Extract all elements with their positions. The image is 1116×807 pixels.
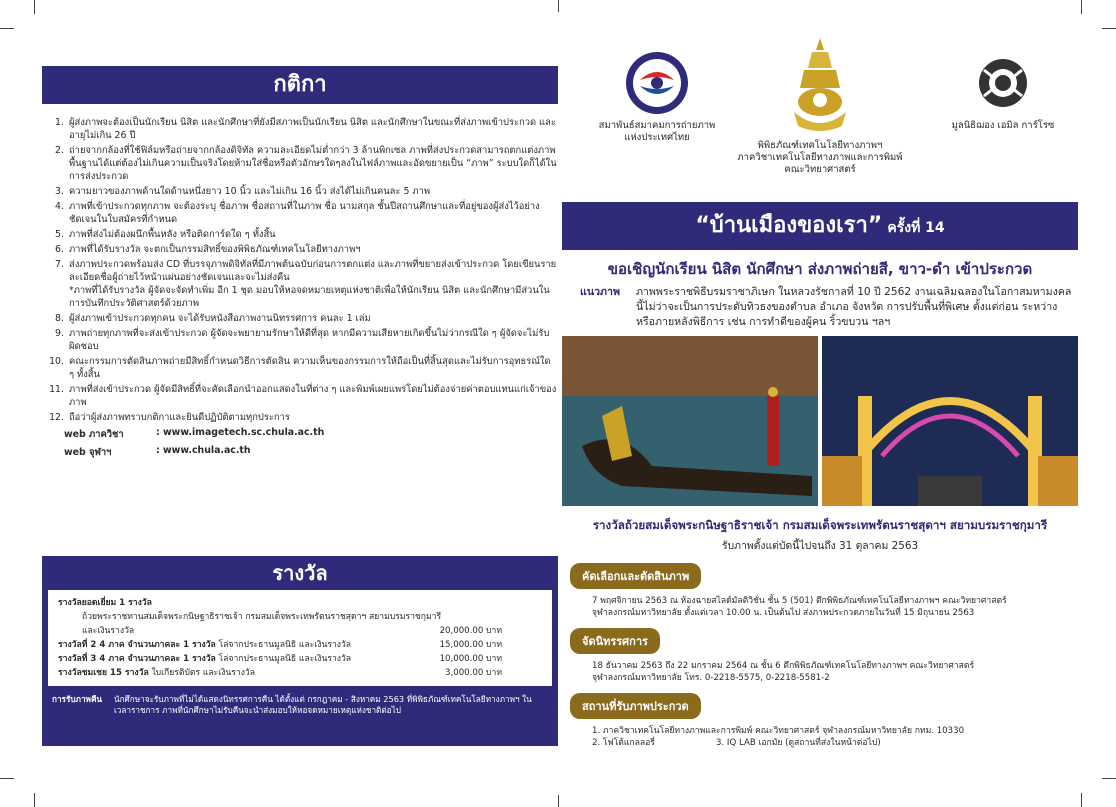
rule-item: 5. ภาพที่ส่งไม่ต้องผนึกพื้นหลัง หรือติดการ์ดใด ๆ ทั้งสิ้น — [55, 229, 276, 240]
foundation-emblem-icon — [970, 50, 1036, 116]
judging-pill: คัดเลือกและตัดสินภาพ — [570, 563, 701, 589]
rule-item: 4. ภาพที่เข้าประกวดทุกภาพ จะต้องระบุ ชื่อภาพ ชื่อสถานที่ในภาพ ชื่อ นามสกุล ชั้นปีสถานศึกษาและที่อยู่ของผู้ส่งไว้อย่างชัดเจนในใบสมัครที่กำหนด — [55, 201, 540, 225]
rule-item: 10. คณะกรรมการตัดสินภาพถ่ายมีสิทธิ์กำหนดวิธีการตัดสิน ความเห็นของกรรมการให้ถือเป็นที่สิ้นสุดและไม่รับการอุทธรณ์ใด ๆ ทั้งสิ้น — [49, 356, 551, 380]
chula-logo: พิพิธภัณฑ์เทคโนโลยีทางภาพฯ ภาควิชาเทคโนโลยีทางภาพและการพิมพ์ คณะวิทยาศาสตร์ — [712, 36, 928, 176]
prize-top-label: รางวัลยอดเยี่ยม 1 รางวัล — [58, 598, 152, 608]
federation-logo: สมาพันธ์สมาคมการถ่ายภาพ แห่งประเทศไทย — [582, 50, 732, 144]
photo-row — [562, 336, 1078, 506]
illuminated-arch-photo — [822, 336, 1078, 506]
rule-item: 8. ผู้ส่งภาพเข้าประกวดทุกคน จะได้รับหนังสือภาพงานนิทรรศการ คนละ 1 เล่ม — [55, 313, 371, 324]
prize-section — [42, 556, 558, 746]
prize-box — [48, 590, 552, 686]
return-note: การรับภาพคืน นักศึกษาจะรับภาพที่ไม่ได้แสดงนิทรรศการคืน ได้ตั้งแต่ กรกฎาคม - สิงหาคม 2563 ที่พิพิธภัณฑ์เทคโนโลยีทางภาพฯ ในเวลาราชการ ภาพที่นักศึกษาไม่รับคืนจะนำส่งมอบให้หอจดหมายเหตุแห่งชาติต่อไป — [52, 694, 532, 715]
prize-row: รางวัลที่ 3 4 ภาค จำนวนภาคละ 1 รางวัล โล่จากประธานมูลนิธิ และเงินรางวัล 10,000.00 บาท — [58, 654, 502, 664]
illuminated-arch-icon — [822, 336, 1078, 506]
contest-title: “บ้านเมืองของเรา” — [695, 213, 883, 238]
rule-item: 7. ส่งภาพประกวดพร้อมส่ง CD ที่บรรจุภาพดิจิทัลที่มีภาพต้นฉบับก่อนการตกแต่ง และภาพที่ขยายส่งเข้าประกวด โดยเขียนรายละเอียดชื่อผู้ถ่ายไว้หน้าแผ่นอย่างชัดเจนและจะไม่ส่งคืน *ภาพที่ได้รับรางวัล ผู้จัดจะจัดทำเพิ่ม อีก 1 ชุด มอบให้หอจดหมายเหตุแห่งชาติเพื่อให้นักเรียน นิสิต และนักศึกษามีส่วนในการบันทึกประวัติศาสตร์ด้วยภาพ — [55, 259, 557, 309]
concept-block: แนวภาพ ภาพพระราชพิธีบรมราชาภิเษก ในหลวงรัชกาลที่ 10 ปี 2562 งานเฉลิมฉลองในโอกาสมหามงคลนี้ไม่ว่าจะเป็นการประดับทิวธงของตำบล อำเภอ จังหวัด การปรับพื้นที่พิเศษ ตั้งแต่ก่อน ระหว่าง หรือภายหลังพิธีการ เช่น การทำดีของผู้คน ริ้วขบวน ฯลฯ — [580, 286, 1072, 328]
schedule-dropoff: สถานที่รับภาพประกวด 1. ภาควิชาเทคโนโลยีทางภาพและการพิมพ์ คณะวิทยาศาสตร์ จุฬาลงกรณ์มหาวิทยาลัย กทม. 10330 2. โฟโต้แกลลอรี่ 3. IQ LAB เอกมัย (ดูสถานที่ส่งในหน้าต่อไป) — [562, 684, 1078, 749]
rule-item: 6. ภาพที่ได้รับรางวัล จะตกเป็นกรรมสิทธิ์ของพิพิธภัณฑ์เทคโนโลยีทางภาพฯ — [55, 244, 361, 255]
rule-note: *ภาพที่ได้รับรางวัล ผู้จัดจะจัดทำเพิ่ม อีก 1 ชุด มอบให้หอจดหมายเหตุแห่งชาติเพื่อให้นักเรียน นิสิต และนักศึกษามีส่วนในการบันทึกประวัติศาสตร์ด้วยภาพ — [69, 285, 550, 309]
chula-emblem-icon — [788, 36, 852, 136]
crop-mark — [1081, 793, 1082, 807]
rules-list — [42, 116, 558, 424]
royal-barge-photo — [562, 336, 818, 506]
rule-item: 12. ถือว่าผู้ส่งภาพทราบกติกาและยินดีปฏิบัติตามทุกประการ — [49, 412, 290, 423]
web-chula-link[interactable]: : www.chula.ac.th — [156, 445, 251, 456]
prize-row: รางวัลชมเชย 15 รางวัล ใบเกียรติบัตร และเงินรางวัล 3,000.00 บาท — [58, 668, 502, 678]
rule-item: 2. ถ่ายจากกล้องที่ใช้ฟิล์มหรือถ่ายจากกล้องดิจิทัล ความละเอียดไม่ต่ำกว่า 3 ล้านพิกเซล ภาพที่ส่งประกวดสามารถตกแต่งภาพพื้นฐานได้แต่ต้องไม่เกินความเป็นจริงโดยห้ามใส่ชื่อหรือตัวอักษรใดๆลงในไฟล์ภาพและอัดขยายเป็น “ภาพ” ระบบใดก็ได้ในการส่งประกวด — [55, 145, 557, 182]
web-dept: web ภาควิชา : www.imagetech.sc.chula.ac.th — [64, 427, 325, 440]
crop-mark — [558, 0, 559, 12]
rules-title: กติกา — [42, 66, 558, 104]
exhibition-pill: จัดนิทรรศการ — [570, 628, 660, 654]
schedule-exhibition: จัดนิทรรศการ 18 ธันวาคม 2563 ถึง 22 มกราคม 2564 ณ ชั้น 6 ตึกพิพิธภัณฑ์เทคโนโลยีทางภาพฯ คณะวิทยาศาสตร์ จุฬาลงกรณ์มหาวิทยาลัย โทร. 0-2218-5575, 0-2218-5581-2 — [562, 619, 1078, 684]
crop-mark — [34, 793, 35, 807]
crop-mark — [0, 778, 14, 779]
federation-emblem-icon — [624, 50, 690, 116]
deadline-text: รับภาพตั้งแต่บัดนี้ไปจนถึง 31 ตุลาคม 2563 — [721, 540, 919, 552]
prize-row: และเงินรางวัล 20,000.00 บาท — [82, 626, 502, 636]
rule-item: 11. ภาพที่ส่งเข้าประกวด ผู้จัดมีสิทธิ์ที่จะคัดเลือกนำออกแสดงในที่ต่าง ๆ และพิมพ์เผยแพร่โดยไม่ต้องจ่ายค่าตอบแทนแก่เจ้าของภาพ — [49, 384, 557, 408]
crop-mark — [1081, 0, 1082, 14]
contest-section — [562, 30, 1078, 749]
prize-top-desc: ถ้วยพระราชทานสมเด็จพระกนิษฐาธิราชเจ้า กรมสมเด็จพระเทพรัตนราชสุดาฯ สยามบรมราชกุมารี — [82, 612, 442, 622]
web-dept-link[interactable]: : www.imagetech.sc.chula.ac.th — [156, 427, 325, 438]
rule-item: 3. ความยาวของภาพด้านใดด้านหนึ่งยาว 10 นิ้ว และไม่เกิน 16 นิ้ว ส่งได้ไม่เกินคนละ 5 ภาพ — [55, 186, 431, 197]
crop-mark — [0, 28, 14, 29]
schedule-judging: คัดเลือกและตัดสินภาพ 7 พฤศจิกายน 2563 ณ ห้องฉายสไลด์มัลติวิชั่น ชั้น 5 (501) ตึกพิพิธภัณฑ์เทคโนโลยีทางภาพฯ คณะวิทยาศาสตร์ จุฬาลงกรณ์มหาวิทยาลัย ตั้งแต่เวลา 10.00 น. เป็นต้นไป ส่งภาพประกวดภายในวันที่ 15 มิถุนายน 2563 — [562, 554, 1078, 619]
crop-mark — [1102, 778, 1116, 779]
logo-row — [562, 30, 1078, 196]
contest-edition: ครั้งที่ 14 — [887, 220, 945, 236]
crop-mark — [34, 0, 35, 14]
prize-row: รางวัลที่ 2 4 ภาค จำนวนภาคละ 1 รางวัล โล่จากประธานมูลนิธิ และเงินรางวัล 15,000.00 บาท — [58, 640, 502, 650]
award-text: รางวัลถ้วยสมเด็จพระกนิษฐาธิราชเจ้า กรมสมเด็จพระเทพรัตนราชสุดาฯ สยามบรมราชกุมารี — [592, 518, 1048, 532]
prize-title: รางวัล — [272, 561, 328, 585]
rule-item: 1. ผู้ส่งภาพจะต้องเป็นนักเรียน นิสิต และนักศึกษาที่ยังมีสภาพเป็นนักเรียน นิสิต และนักศึกษาในขณะที่ส่งภาพเข้าประกวด และอายุไม่เกิน 26 ปี — [55, 117, 556, 141]
royal-barge-icon — [562, 336, 818, 506]
crop-mark — [1102, 28, 1116, 29]
invite-text: ขอเชิญนักเรียน นิสิต นักศึกษา ส่งภาพถ่ายสี, ขาว-ดำ เข้าประกวด — [607, 260, 1033, 278]
rule-item: 9. ภาพถ่ายทุกภาพที่จะส่งเข้าประกวด ผู้จัดจะพยายามรักษาให้ดีที่สุด หากมีความเสียหายเกิดขึ้นไม่ว่ากรณีใด ๆ ผู้จัดจะไม่รับผิดชอบ — [55, 328, 550, 352]
foundation-logo: มูลนิธิฌอง เอมิล การ์โรซ — [928, 50, 1078, 132]
contest-title-band — [562, 202, 1078, 250]
rules-section — [42, 66, 558, 460]
web-chula: web จุฬาฯ : www.chula.ac.th — [64, 445, 251, 458]
dropoff-pill: สถานที่รับภาพประกวด — [570, 693, 701, 719]
crop-mark — [558, 795, 559, 807]
